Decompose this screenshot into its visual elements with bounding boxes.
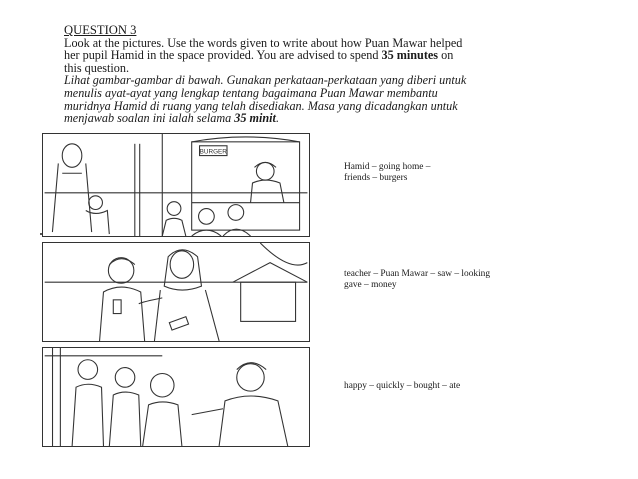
clue-words-1	[344, 162, 430, 184]
clue-words-3	[344, 381, 460, 392]
time-emphasis: 35 minit	[234, 111, 276, 126]
picture-panel-1	[42, 133, 310, 237]
burger-sign-text: BURGER	[199, 148, 227, 156]
clue-line: gave – money	[344, 280, 397, 290]
clue-words-2	[344, 269, 490, 291]
instruction-text: on	[438, 48, 454, 63]
teacher-gives-money-illustration	[43, 243, 309, 341]
instruction-text: Lihat gambar-gambar di bawah. Gunakan perkataan-perkataan yang diberi untuk	[64, 73, 467, 88]
instruction-text: Look at the pictures. Use the words given to write about how Puan Mawar helped	[64, 35, 463, 50]
instruction-text: menjawab soalan ini ialah selama	[64, 111, 235, 126]
instruction-text: this question.	[64, 60, 130, 75]
time-emphasis: 35 minutes	[381, 48, 439, 63]
instruction-text: .	[275, 111, 279, 126]
clue-line: teacher – Puan Mawar – saw – looking	[344, 269, 491, 279]
instruction-text: menulis ayat-ayat yang lengkap tentang bagaimana Puan Mawar membantu	[64, 85, 438, 100]
boys-eating-burgers-illustration	[43, 348, 309, 446]
question-header	[64, 24, 584, 125]
clue-line: Hamid – going home –	[344, 162, 431, 172]
instruction-text: her pupil Hamid in the space provided. You are advised to spend	[64, 48, 382, 63]
instruction-text: muridnya Hamid di ruang yang telah disediakan. Masa yang dicadangkan untuk	[64, 98, 458, 113]
instruction-malay-line	[64, 112, 584, 125]
picture-panel-2	[42, 242, 310, 342]
picture-panel-3	[42, 347, 310, 447]
clue-line: happy – quickly – bought – ate	[344, 381, 461, 391]
clue-line: friends – burgers	[344, 173, 408, 183]
instruction-english-line	[64, 49, 584, 62]
burger-stall-illustration	[43, 134, 309, 236]
question-title: QUESTION 3	[64, 23, 137, 37]
